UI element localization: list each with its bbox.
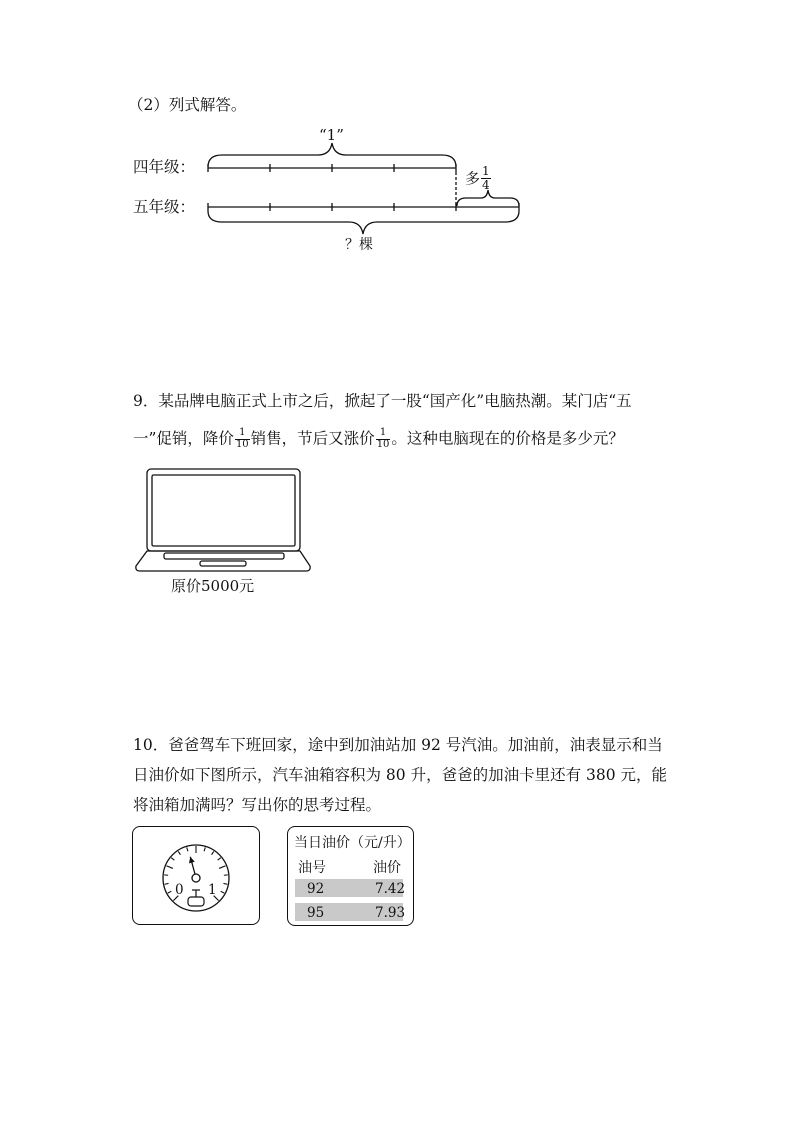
gauge-tick (223, 883, 227, 884)
gauge-tick (165, 883, 169, 884)
gauge-tick (219, 866, 225, 869)
quote-one-label: “1” (319, 126, 344, 144)
gauge-tick (166, 866, 172, 869)
price-row-grade: 92 (307, 881, 325, 897)
gauge-tick (171, 858, 174, 861)
price-row-92 (295, 879, 406, 897)
part2-heading: （2）列式解答。 (128, 96, 247, 114)
laptop-icon (130, 466, 316, 576)
gauge-tick (168, 891, 172, 893)
gauge-tick (212, 851, 214, 854)
extra-prefix: 多 (465, 169, 481, 188)
fuel-price-card (287, 826, 414, 926)
price-table-title: 当日油价（元/升） (294, 835, 411, 851)
gauge-tick (178, 851, 180, 854)
q9-text-a: 一”促销，降价 (133, 429, 234, 448)
q9-line1: 9．某品牌电脑正式上市之后，掀起了一股“国产化”电脑热潮。某门店“五 (133, 392, 632, 410)
line-segment-diagram (0, 0, 794, 280)
brace-grade4 (208, 143, 456, 167)
q9-frac1-den: 10 (235, 438, 249, 450)
gauge-min-label: 0 (175, 882, 184, 898)
brace-grade5 (208, 211, 519, 234)
extra-fraction-num: 1 (482, 164, 490, 178)
price-row-value: 7.42 (375, 881, 406, 897)
price-col-grade-header: 油号 (298, 860, 326, 876)
gauge-max-label: 1 (208, 882, 217, 898)
brace-extra (457, 190, 519, 206)
q9-text-c: 。这种电脑现在的价格是多少元？ (391, 429, 624, 448)
q10-line1: 10．爸爸驾车下班回家，途中到加油站加 92 号汽油。加油前，油表显示和当 (133, 736, 663, 754)
q10-line2: 日油价如下图所示，汽车油箱容积为 80 升，爸爸的加油卡里还有 380 元，能 (133, 766, 668, 784)
q9-frac2-den: 10 (376, 438, 390, 450)
price-col-price-header: 油价 (373, 860, 401, 876)
fuel-gauge-card (132, 826, 260, 925)
q9-line2 (133, 428, 624, 450)
q9-frac2-num: 1 (376, 428, 391, 440)
fuel-gauge-icon (133, 827, 258, 923)
price-row-grade: 95 (307, 905, 325, 921)
grade5-label: 五年级： (133, 198, 196, 216)
price-row-95 (295, 903, 406, 921)
price-row-value: 7.93 (375, 905, 406, 921)
grade4-label: 四年级： (133, 158, 196, 176)
gauge-tick (187, 847, 188, 851)
q9-text-b: 销售，节后又涨价 (250, 429, 375, 448)
extra-fraction-den: 4 (482, 177, 490, 192)
gauge-tick (221, 891, 225, 893)
q9-frac1-num: 1 (235, 428, 250, 440)
fuel-pump-icon (188, 890, 204, 906)
gauge-tick (218, 858, 221, 861)
extra-fraction-label (465, 165, 492, 191)
gauge-needle-tip (189, 857, 195, 864)
question-trees-label: ？棵 (345, 237, 373, 253)
gauge-tick (204, 847, 205, 851)
q10-line3: 将油箱加满吗？写出你的思考过程。 (133, 796, 382, 814)
laptop-price-caption: 原价5000元 (171, 577, 255, 595)
